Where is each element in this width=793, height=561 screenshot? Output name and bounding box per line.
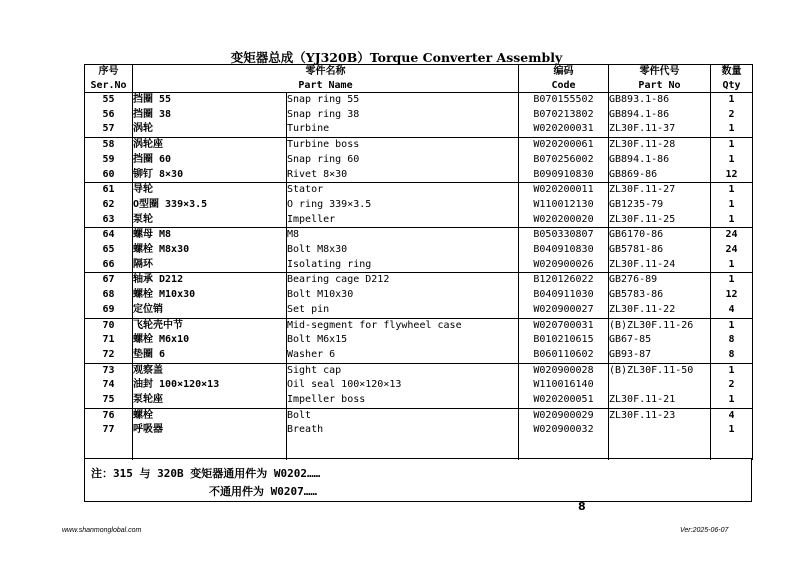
cell-name-cn: 垫圈 6: [133, 348, 287, 363]
cell-qty: 12: [711, 168, 753, 183]
cell-part-no: [609, 423, 711, 438]
header-qty-en: Qty: [711, 79, 753, 93]
cell-code: W020900026: [519, 258, 609, 273]
cell-part-no: ZL30F.11-24: [609, 258, 711, 273]
cell-qty: 1: [711, 198, 753, 213]
header-pn-en: Part No: [609, 79, 711, 93]
cell-part-no: GB93-87: [609, 348, 711, 363]
footer-website: www.shanmonglobal.com: [62, 527, 142, 534]
cell-name-cn: 螺母 M8: [133, 228, 287, 243]
table-row: [85, 108, 753, 123]
cell-ser-no: 74: [85, 378, 133, 393]
cell-ser-no: 70: [85, 318, 133, 333]
cell-qty: 4: [711, 408, 753, 423]
cell-part-no: GB276-89: [609, 273, 711, 288]
cell-name-en: Breath: [287, 423, 519, 438]
cell-part-no: ZL30F.11-25: [609, 213, 711, 228]
cell-ser-no: 58: [85, 138, 133, 153]
cell-qty: 1: [711, 93, 753, 108]
cell-name-cn: 挡圈 60: [133, 153, 287, 168]
cell-code: B120126022: [519, 273, 609, 288]
cell-qty: 1: [711, 138, 753, 153]
cell-qty: 12: [711, 288, 753, 303]
table-row: [85, 393, 753, 408]
cell-name-cn: O型圈 339×3.5: [133, 198, 287, 213]
cell-code: W020700031: [519, 318, 609, 333]
cell-part-no: GB894.1-86: [609, 153, 711, 168]
cell-part-no: ZL30F.11-21: [609, 393, 711, 408]
cell-ser-no: 77: [85, 423, 133, 438]
cell-part-no: GB894.1-86: [609, 108, 711, 123]
cell-name-cn: 螺栓 M8x30: [133, 243, 287, 258]
cell-name-en: Bolt M10x30: [287, 288, 519, 303]
header-qty-cn: 数量: [711, 65, 753, 79]
cell-qty: 1: [711, 213, 753, 228]
cell-qty: 8: [711, 333, 753, 348]
cell-code: W110016140: [519, 378, 609, 393]
cell-name-en: Bolt M6x15: [287, 333, 519, 348]
header-name-cn: 零件名称: [133, 65, 519, 79]
cell-part-no: ZL30F.11-28: [609, 138, 711, 153]
empty-cell: [133, 438, 287, 460]
table-row: [85, 318, 753, 333]
cell-ser-no: 73: [85, 363, 133, 378]
cell-qty: 1: [711, 122, 753, 137]
cell-name-cn: 螺栓: [133, 408, 287, 423]
table-row: [85, 423, 753, 438]
cell-code: B040911030: [519, 288, 609, 303]
cell-name-en: Rivet 8×30: [287, 168, 519, 183]
table-row: [85, 363, 753, 378]
cell-name-cn: 挡圈 55: [133, 93, 287, 108]
cell-name-en: Impeller boss: [287, 393, 519, 408]
cell-name-en: Set pin: [287, 303, 519, 318]
cell-qty: 1: [711, 363, 753, 378]
header-ser-en: Ser.No: [85, 79, 133, 93]
cell-qty: 1: [711, 183, 753, 198]
cell-code: B090910830: [519, 168, 609, 183]
cell-qty: 1: [711, 258, 753, 273]
cell-code: B070256002: [519, 153, 609, 168]
cell-name-en: Washer 6: [287, 348, 519, 363]
parts-table-body: [85, 93, 753, 461]
cell-name-cn: 涡轮: [133, 122, 287, 137]
cell-part-no: GB67-85: [609, 333, 711, 348]
cell-ser-no: 59: [85, 153, 133, 168]
table-row: [85, 213, 753, 228]
cell-name-cn: 呼吸器: [133, 423, 287, 438]
cell-qty: 4: [711, 303, 753, 318]
cell-part-no: ZL30F.11-27: [609, 183, 711, 198]
header-ser-cn: 序号: [85, 65, 133, 79]
cell-ser-no: 68: [85, 288, 133, 303]
cell-qty: 2: [711, 108, 753, 123]
table-row: [85, 122, 753, 137]
cell-code: W020200031: [519, 122, 609, 137]
cell-name-en: M8: [287, 228, 519, 243]
empty-cell: [287, 438, 519, 460]
table-row: [85, 243, 753, 258]
header-name-en: Part Name: [133, 79, 519, 93]
cell-ser-no: 67: [85, 273, 133, 288]
cell-name-en: Stator: [287, 183, 519, 198]
parts-table: [84, 64, 753, 460]
cell-name-en: Turbine: [287, 122, 519, 137]
cell-name-cn: 泵轮: [133, 213, 287, 228]
cell-code: W020200061: [519, 138, 609, 153]
cell-part-no: ZL30F.11-23: [609, 408, 711, 423]
cell-name-cn: 油封 100×120×13: [133, 378, 287, 393]
header-pn-cn: 零件代号: [609, 65, 711, 79]
cell-part-no: GB893.1-86: [609, 93, 711, 108]
cell-code: W020200020: [519, 213, 609, 228]
cell-part-no: GB5781-86: [609, 243, 711, 258]
cell-qty: 24: [711, 228, 753, 243]
cell-name-en: Impeller: [287, 213, 519, 228]
cell-code: W020900029: [519, 408, 609, 423]
cell-ser-no: 76: [85, 408, 133, 423]
cell-name-en: Snap ring 55: [287, 93, 519, 108]
cell-qty: 1: [711, 393, 753, 408]
cell-ser-no: 55: [85, 93, 133, 108]
table-row: [85, 258, 753, 273]
table-row: [85, 153, 753, 168]
note-line-2: 不通用件为 W0207……: [209, 485, 317, 498]
cell-name-cn: 定位销: [133, 303, 287, 318]
header-code-en: Code: [519, 79, 609, 93]
cell-name-cn: 螺栓 M10x30: [133, 288, 287, 303]
cell-code: W020900028: [519, 363, 609, 378]
table-row: [85, 93, 753, 108]
table-row: [85, 333, 753, 348]
cell-part-no: (B)ZL30F.11-50: [609, 363, 711, 378]
cell-part-no: ZL30F.11-22: [609, 303, 711, 318]
table-row: [85, 348, 753, 363]
cell-code: W110012130: [519, 198, 609, 213]
cell-ser-no: 71: [85, 333, 133, 348]
cell-part-no: [609, 378, 711, 393]
cell-code: W020200051: [519, 393, 609, 408]
cell-part-no: (B)ZL30F.11-26: [609, 318, 711, 333]
cell-name-cn: 导轮: [133, 183, 287, 198]
cell-qty: 8: [711, 348, 753, 363]
cell-ser-no: 75: [85, 393, 133, 408]
note-line-1: 注：315 与 320B 变矩器通用件为 W0202……: [91, 467, 321, 480]
cell-name-en: Turbine boss: [287, 138, 519, 153]
cell-name-cn: 观察盖: [133, 363, 287, 378]
cell-ser-no: 63: [85, 213, 133, 228]
cell-code: B010210615: [519, 333, 609, 348]
cell-part-no: ZL30F.11-37: [609, 122, 711, 137]
table-row: [85, 273, 753, 288]
header-code-cn: 编码: [519, 65, 609, 79]
cell-ser-no: 61: [85, 183, 133, 198]
table-row: [85, 228, 753, 243]
empty-cell: [609, 438, 711, 460]
cell-name-cn: 隔环: [133, 258, 287, 273]
cell-ser-no: 66: [85, 258, 133, 273]
cell-name-en: Sight cap: [287, 363, 519, 378]
cell-part-no: GB1235-79: [609, 198, 711, 213]
cell-qty: 2: [711, 378, 753, 393]
footer-version: Ver:2025-06-07: [680, 527, 729, 534]
cell-ser-no: 57: [85, 122, 133, 137]
cell-ser-no: 56: [85, 108, 133, 123]
cell-ser-no: 62: [85, 198, 133, 213]
cell-ser-no: 72: [85, 348, 133, 363]
cell-name-en: Bearing cage D212: [287, 273, 519, 288]
cell-code: B070155502: [519, 93, 609, 108]
cell-code: W020200011: [519, 183, 609, 198]
empty-cell: [519, 438, 609, 460]
cell-code: W020900027: [519, 303, 609, 318]
cell-code: B040910830: [519, 243, 609, 258]
table-row: [85, 288, 753, 303]
table-row: [85, 408, 753, 423]
cell-name-en: Isolating ring: [287, 258, 519, 273]
cell-name-cn: 涡轮座: [133, 138, 287, 153]
cell-name-cn: 轴承 D212: [133, 273, 287, 288]
empty-cell: [711, 438, 753, 460]
cell-name-cn: 螺栓 M6x10: [133, 333, 287, 348]
table-row: [85, 168, 753, 183]
cell-name-en: Snap ring 60: [287, 153, 519, 168]
cell-name-en: O ring 339×3.5: [287, 198, 519, 213]
cell-name-en: Bolt M8x30: [287, 243, 519, 258]
table-empty-row: [85, 438, 753, 460]
cell-ser-no: 65: [85, 243, 133, 258]
cell-name-cn: 挡圈 38: [133, 108, 287, 123]
cell-code: B060110602: [519, 348, 609, 363]
cell-qty: 1: [711, 318, 753, 333]
page-number: 8: [578, 500, 586, 513]
cell-name-cn: 飞轮壳中节: [133, 318, 287, 333]
cell-code: B050330807: [519, 228, 609, 243]
cell-part-no: GB869-86: [609, 168, 711, 183]
cell-qty: 1: [711, 153, 753, 168]
table-row: [85, 138, 753, 153]
cell-name-en: Snap ring 38: [287, 108, 519, 123]
cell-part-no: GB5783-86: [609, 288, 711, 303]
cell-ser-no: 60: [85, 168, 133, 183]
table-row: [85, 198, 753, 213]
cell-name-cn: 泵轮座: [133, 393, 287, 408]
cell-ser-no: 69: [85, 303, 133, 318]
cell-ser-no: 64: [85, 228, 133, 243]
cell-name-cn: 铆钉 8×30: [133, 168, 287, 183]
cell-name-en: Bolt: [287, 408, 519, 423]
cell-qty: 1: [711, 273, 753, 288]
cell-qty: 1: [711, 423, 753, 438]
document-title: 变矩器总成（YJ320B）Torque Converter Assembly: [230, 50, 563, 65]
cell-code: B070213802: [519, 108, 609, 123]
cell-part-no: GB6170-86: [609, 228, 711, 243]
cell-qty: 24: [711, 243, 753, 258]
cell-name-en: Mid-segment for flywheel case: [287, 318, 519, 333]
table-row: [85, 303, 753, 318]
table-row: [85, 378, 753, 393]
cell-name-en: Oil seal 100×120×13: [287, 378, 519, 393]
cell-code: W020900032: [519, 423, 609, 438]
table-row: [85, 183, 753, 198]
empty-cell: [85, 438, 133, 460]
note-box: [84, 458, 752, 502]
